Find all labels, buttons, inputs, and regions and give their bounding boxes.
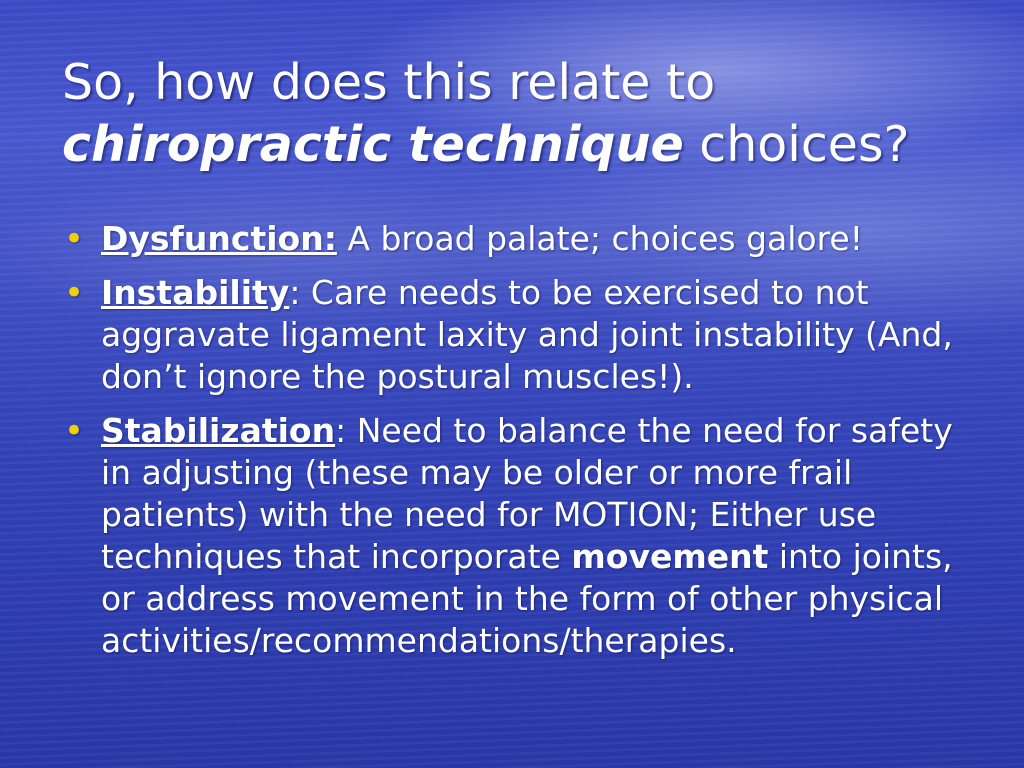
- bullet-text: : Need to balance the need for safety in adjusting (these may be older or more frail patients) with the need for MOTION; Either use techniques that incorporate: [101, 411, 953, 576]
- bullet-dot-icon: •: [64, 219, 85, 259]
- bullet-text-end: into joints, or address movement in the form of other physical activities/recommendations/therapies.: [101, 537, 953, 660]
- bullet-dot-icon: •: [64, 273, 85, 313]
- bullet-term: Instability: [101, 273, 290, 312]
- slide-title: [62, 52, 982, 176]
- title-line-1: So, how does this relate to: [62, 54, 716, 111]
- bullet-term: Stabilization: [101, 411, 336, 450]
- bullet-text: A broad palate; choices galore!: [336, 219, 863, 258]
- bullet-instability: [62, 272, 972, 398]
- bullet-dysfunction: [62, 218, 972, 260]
- title-emphasis: chiropractic technique: [62, 116, 684, 173]
- bullet-text: : Care needs to be exercised to not aggravate ligament laxity and joint instability (And, don’t ignore the postural muscles!).: [101, 273, 953, 396]
- bullet-strong-text: movement: [571, 537, 769, 576]
- title-tail: choices?: [683, 116, 910, 173]
- bullet-dot-icon: •: [64, 411, 85, 451]
- bullet-stabilization: [62, 410, 972, 662]
- bullet-list: [62, 218, 972, 674]
- bullet-term: Dysfunction:: [101, 219, 337, 258]
